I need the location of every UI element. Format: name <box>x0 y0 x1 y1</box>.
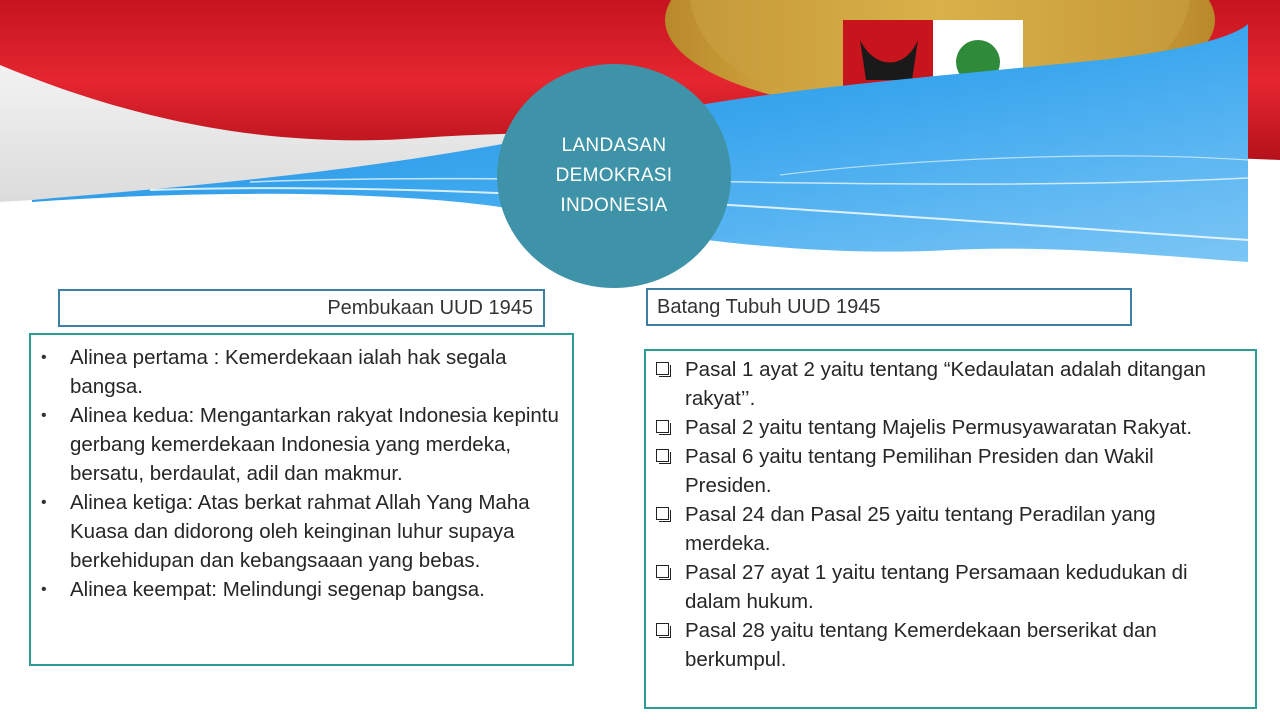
title-line-1: LANDASAN <box>561 135 667 156</box>
checkbox-bullet-icon <box>656 362 669 375</box>
pembukaan-content-box <box>29 333 574 666</box>
pembukaan-list <box>31 335 572 604</box>
checkbox-bullet-icon <box>656 507 669 520</box>
list-item <box>41 488 560 575</box>
heading-pembukaan: Pembukaan UUD 1945 <box>58 289 545 327</box>
bullet-icon: • <box>41 581 47 598</box>
list-item <box>41 401 560 488</box>
list-item <box>685 442 1245 500</box>
list-item-text: Pasal 27 ayat 1 yaitu tentang Persamaan kedudukan di dalam hukum. <box>685 561 1188 613</box>
list-item <box>41 343 560 401</box>
bullet-icon: • <box>41 494 47 511</box>
bullet-icon: • <box>41 407 47 424</box>
batang-tubuh-list <box>646 351 1255 674</box>
list-item <box>41 575 560 604</box>
list-item-text: Pasal 28 yaitu tentang Kemerdekaan berserikat dan berkumpul. <box>685 619 1157 671</box>
list-item-text: Pasal 24 dan Pasal 25 yaitu tentang Peradilan yang merdeka. <box>685 503 1156 555</box>
title-line-2: DEMOKRASI <box>555 165 673 186</box>
list-item-text: Alinea pertama : Kemerdekaan ialah hak segala bangsa. <box>70 346 507 398</box>
list-item-text: Alinea kedua: Mengantarkan rakyat Indonesia kepintu gerbang kemerdekaan Indonesia yang merdeka, bersatu, berdaulat, adil dan makmur. <box>70 404 559 485</box>
checkbox-bullet-icon <box>656 623 669 636</box>
list-item-text: Alinea ketiga: Atas berkat rahmat Allah Yang Maha Kuasa dan didorong oleh keinginan luhur supaya berkehidupan dan kebangsaaan yang bebas. <box>70 491 530 572</box>
list-item <box>685 558 1245 616</box>
checkbox-bullet-icon <box>656 449 669 462</box>
list-item <box>685 616 1245 674</box>
heading-batang-tubuh: Batang Tubuh UUD 1945 <box>646 288 1132 326</box>
list-item-text: Pasal 1 ayat 2 yaitu tentang “Kedaulatan adalah ditangan rakyat’’. <box>685 358 1206 410</box>
checkbox-bullet-icon <box>656 420 669 433</box>
list-item-text: Pasal 6 yaitu tentang Pemilihan Presiden dan Wakil Presiden. <box>685 445 1154 497</box>
title-line-3: INDONESIA <box>560 195 668 216</box>
bullet-icon: • <box>41 349 47 366</box>
list-item <box>685 355 1245 413</box>
list-item <box>685 413 1245 442</box>
list-item <box>685 500 1245 558</box>
title-circle <box>497 64 731 288</box>
list-item-text: Alinea keempat: Melindungi segenap bangsa. <box>70 578 485 601</box>
batang-tubuh-content-box <box>644 349 1257 709</box>
list-item-text: Pasal 2 yaitu tentang Majelis Permusyawaratan Rakyat. <box>685 416 1193 439</box>
checkbox-bullet-icon <box>656 565 669 578</box>
